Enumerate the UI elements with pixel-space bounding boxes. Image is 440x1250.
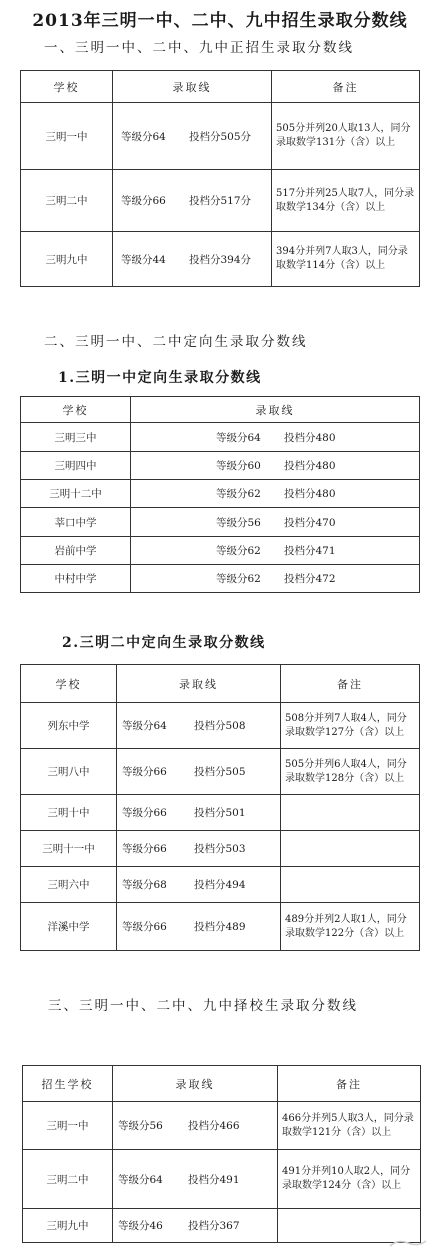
- grade-score: 等级分62: [216, 488, 261, 500]
- score-cell: [117, 795, 281, 831]
- ranking-score: 投档分472: [284, 573, 336, 585]
- table-row: [23, 1102, 421, 1150]
- table-header-row: [21, 397, 420, 423]
- table-row: [21, 232, 420, 287]
- ranking-score: 投档分505分: [189, 130, 252, 143]
- section1-heading: 一、三明一中、二中、九中正招生录取分数线: [44, 40, 354, 56]
- note-cell: 505分并列20人取13人，同分录取数学131分（含）以上: [272, 103, 420, 170]
- school-cell: 三明六中: [21, 867, 117, 903]
- grade-score: 等级分44: [121, 253, 166, 266]
- table-row: [21, 508, 420, 537]
- table-header-row: [23, 1066, 421, 1102]
- score-cell: [131, 423, 420, 452]
- score-cell: [117, 903, 281, 951]
- school-cell: 中村中学: [21, 565, 131, 593]
- ranking-score: 投档分480: [284, 431, 336, 444]
- school-cell: 三明九中: [21, 232, 113, 287]
- score-cell: [113, 1209, 278, 1243]
- section2-part2-heading: 2.三明二中定向生录取分数线: [62, 635, 266, 651]
- score-cell: [113, 170, 272, 232]
- table-row: [21, 795, 420, 831]
- school-cell: 三明九中: [23, 1209, 113, 1243]
- score-cell: [113, 103, 272, 170]
- table-header-row: [21, 71, 420, 103]
- section2-part2-table: [20, 664, 420, 951]
- header-score: 录取线: [113, 1066, 278, 1102]
- grade-score: 等级分66: [122, 766, 167, 778]
- school-cell: 三明八中: [21, 749, 117, 795]
- grade-score: 等级分68: [122, 879, 167, 891]
- grade-score: 等级分64: [121, 130, 166, 143]
- score-cell: [117, 703, 281, 749]
- ranking-score: 投档分470: [284, 516, 336, 529]
- score-cell: [117, 867, 281, 903]
- section3-table: [22, 1065, 421, 1243]
- score-cell: [131, 537, 420, 565]
- ranking-score: 投档分503: [194, 843, 246, 855]
- grade-score: 等级分62: [216, 545, 261, 557]
- table-row: [21, 749, 420, 795]
- ranking-score: 投档分517分: [189, 195, 252, 207]
- header-score: 录取线: [131, 397, 420, 423]
- note-cell: 505分并列6人取4人，同分录取数学128分（含）以上: [281, 749, 420, 795]
- ranking-score: 投档分480: [284, 460, 336, 472]
- note-cell: [281, 831, 420, 867]
- table-row: [21, 903, 420, 951]
- table-row: [21, 103, 420, 170]
- note-cell: 466分并列5人取3人，同分录取数学121分（含）以上: [278, 1102, 421, 1150]
- score-cell: [131, 565, 420, 593]
- ranking-score: 投档分480: [284, 488, 336, 500]
- grade-score: 等级分56: [118, 1120, 163, 1132]
- table-header-row: [21, 665, 420, 703]
- note-cell: 394分并列7人取3人，同分录取数学114分（含）以上: [272, 232, 420, 287]
- note-cell: 491分并列10人取2人，同分录取数学124分（含）以上: [278, 1150, 421, 1209]
- header-school: 学校: [21, 665, 117, 703]
- school-cell: 三明四中: [21, 452, 131, 480]
- page-title: 2013年三明一中、二中、九中招生录取分数线: [32, 11, 408, 31]
- school-cell: 莘口中学: [21, 508, 131, 537]
- ranking-score: 投档分505: [194, 766, 246, 778]
- section3-heading: 三、三明一中、二中、九中择校生录取分数线: [48, 998, 358, 1014]
- header-school: 学校: [21, 71, 113, 103]
- ranking-score: 投档分501: [194, 807, 246, 819]
- note-cell: 489分并列2人取1人，同分录取数学122分（含）以上: [281, 903, 420, 951]
- table-row: [21, 452, 420, 480]
- score-cell: [113, 1102, 278, 1150]
- header-school: 学校: [21, 397, 131, 423]
- header-note: 备注: [281, 665, 420, 703]
- ranking-score: 投档分471: [284, 545, 336, 557]
- grade-score: 等级分64: [122, 720, 167, 732]
- header-score: 录取线: [113, 71, 272, 103]
- ranking-score: 投档分367: [188, 1220, 240, 1232]
- score-cell: [117, 749, 281, 795]
- table-row: [21, 423, 420, 452]
- section2-part1-heading: 1.三明一中定向生录取分数线: [58, 370, 262, 386]
- school-cell: 三明十中: [21, 795, 117, 831]
- grade-score: 等级分46: [118, 1220, 163, 1232]
- table-row: [21, 867, 420, 903]
- grade-score: 等级分66: [122, 921, 167, 933]
- header-score: 录取线: [117, 665, 281, 703]
- school-cell: 三明一中: [23, 1102, 113, 1150]
- school-cell: 列东中学: [21, 703, 117, 749]
- note-cell: 517分并列25人取7人，同分录取数学134分（含）以上: [272, 170, 420, 232]
- grade-score: 等级分66: [121, 195, 166, 207]
- table-row: [21, 170, 420, 232]
- score-cell: [113, 1150, 278, 1209]
- grade-score: 等级分62: [216, 573, 261, 585]
- ranking-score: 投档分394分: [189, 253, 252, 266]
- section2-part1-table: [20, 396, 420, 593]
- score-cell: [131, 452, 420, 480]
- table-row: [23, 1150, 421, 1209]
- score-cell: [131, 480, 420, 508]
- ranking-score: 投档分466: [188, 1120, 240, 1132]
- score-cell: [117, 831, 281, 867]
- grade-score: 等级分66: [122, 807, 167, 819]
- section1-table: [20, 70, 420, 287]
- grade-score: 等级分60: [216, 460, 261, 472]
- school-cell: 岩前中学: [21, 537, 131, 565]
- table-row: [21, 831, 420, 867]
- ranking-score: 投档分489: [194, 921, 246, 933]
- school-cell: 三明二中: [23, 1150, 113, 1209]
- note-cell: 508分并列7人取4人，同分录取数学127分（含）以上: [281, 703, 420, 749]
- header-note: 备注: [272, 71, 420, 103]
- section2-heading: 二、三明一中、二中定向生录取分数线: [44, 334, 308, 350]
- school-cell: 三明一中: [21, 103, 113, 170]
- ranking-score: 投档分491: [188, 1173, 240, 1186]
- score-cell: [131, 508, 420, 537]
- ranking-score: 投档分494: [194, 879, 246, 891]
- school-cell: 三明十二中: [21, 480, 131, 508]
- grade-score: 等级分66: [122, 843, 167, 855]
- table-row: [21, 565, 420, 593]
- score-cell: [113, 232, 272, 287]
- table-row: [23, 1209, 421, 1243]
- grade-score: 等级分64: [216, 431, 261, 444]
- header-note: 备注: [278, 1066, 421, 1102]
- school-cell: 三明二中: [21, 170, 113, 232]
- school-cell: 三明十一中: [21, 831, 117, 867]
- school-cell: 三明三中: [21, 423, 131, 452]
- header-school: 招生学校: [23, 1066, 113, 1102]
- school-cell: 洋溪中学: [21, 903, 117, 951]
- table-row: [21, 480, 420, 508]
- grade-score: 等级分56: [216, 516, 261, 529]
- table-row: [21, 537, 420, 565]
- note-cell: [281, 795, 420, 831]
- ranking-score: 投档分508: [194, 720, 246, 732]
- grade-score: 等级分64: [118, 1173, 163, 1186]
- watermark-icon: [388, 1238, 428, 1248]
- note-cell: [281, 867, 420, 903]
- table-row: [21, 703, 420, 749]
